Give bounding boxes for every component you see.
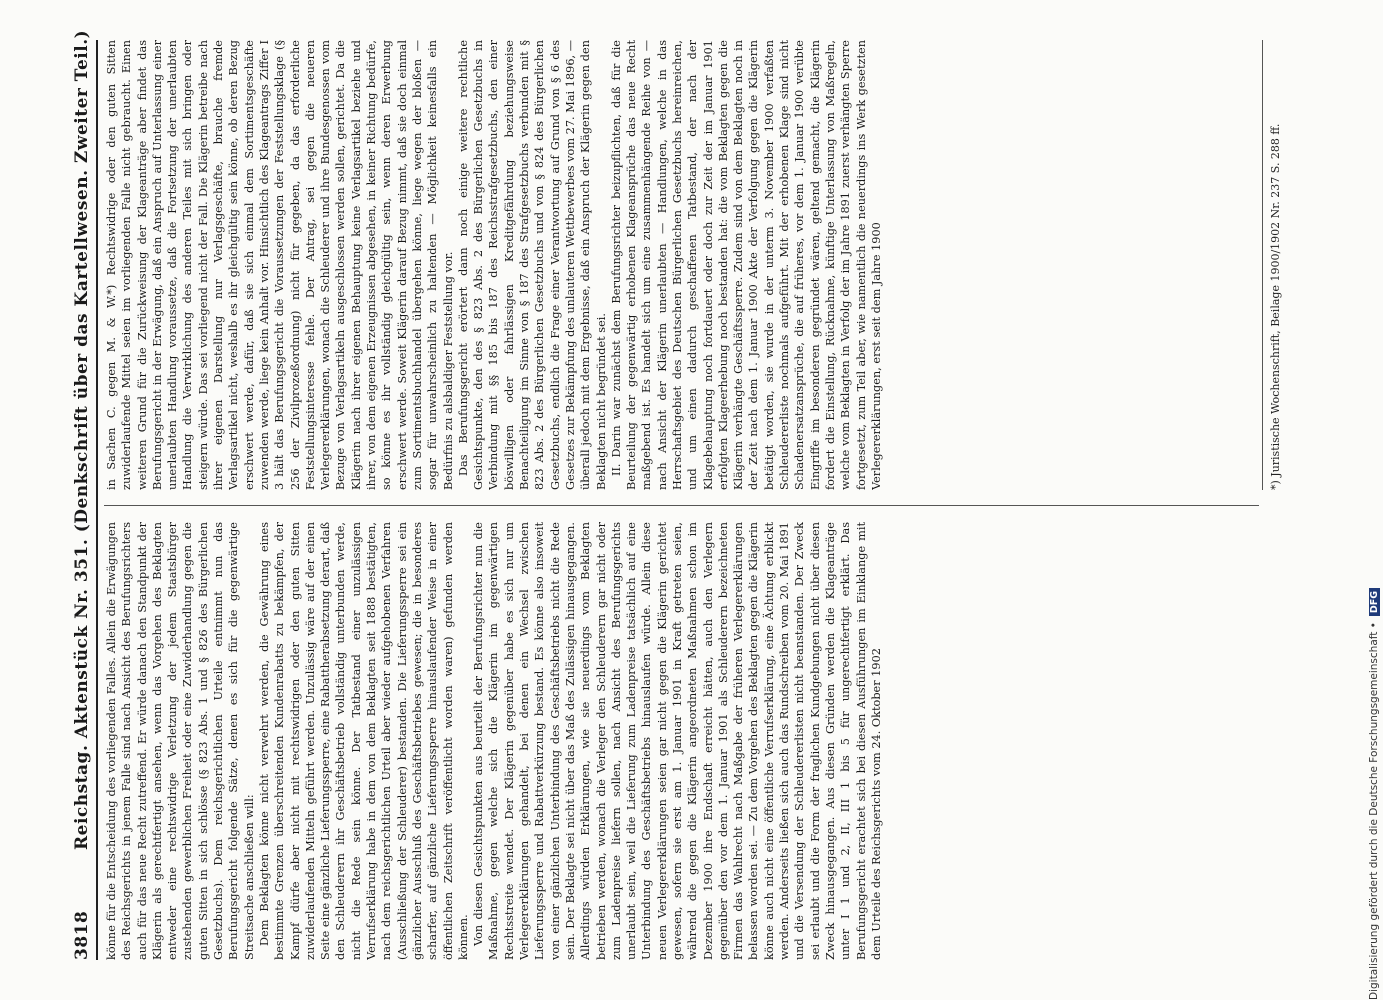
paragraph: in Sachen C. gegen M. & W.*) Rechtswidrige oder den guten Sitten zuwiderlaufende Mittel seien im vorliegenden Falle nicht gebraucht. Einen weiteren Grund für die Zurückweisung der Klageanträge aber findet das Berufungsgericht in der Erwägung, daß ein Anspruch auf Unterlassung einer unerlaubten Handlung voraussetze, daß die Fortsetzung der unerlaubten Handlung die Verwirklichung des anderen Teiles mit sich bringen oder steigern würde. Das sei vorliegend nicht der Fall. Die Klägerin betreibe nach ihrer eigenen Darstellung nur Verlagsgeschäfte, brauche fremde Verlagsartikel nicht, weshalb es ihr gleichgültig sein könne, ob deren Bezug erschwert werde, dafür, daß sie sich einmal dem Sortimentsgeschäfte zuwenden werde, liege kein Anhalt vor. Hinsichtlich des Klageantrags Ziffer I 3 hält das Berufungsgericht die Voraussetzungen der Feststellungsklage (§ 256 der Zivilprozeßordnung) nicht für gegeben, da das erforderliche Feststellungsinteresse fehle. Der Antrag, sei gegen die neueren Verlegererklärungen, wonach die Schleuderer und ihre Bundesgenossen vom Bezuge von Verlagsartikeln ausgeschlossen werden sollen, gerichtet. Da die Klägerin nach ihrer eigenen Behauptung keine Verlagsartikel beziehe und ihrer, von dem eigenen Erzeugnissen abgesehen, in keiner Richtung bedürfe, so könne es ihr vollständig gleichgültig sein, wenn deren Erwerbung erschwert werde. Soweit Klägerin darauf Bezug nimmt, daß sie doch einmal zum Sortimentsbuchhandel übergehen könne, liege wegen der bloßen — sogar für unwahrscheinlich zu haltenden — Möglichkeit keinesfalls ein Bedürfnis zu alsbaldiger Feststellung vor.	[105, 40, 455, 490]
dfg-logo: DFG	[1369, 588, 1380, 616]
paragraph: könne für die Entscheidung des vorliegenden Falles. Allein die Erwägungen des Reichsgerichts in jenem Falle sind nach Ansicht des Berufungsrichters auch für das neue Recht zutreffend. Er würde danach den Standpunkt der Klägerin als gerechtfertigt ansehen, wenn das Vorgehen des Beklagten entweder eine rechtswidrige Verletzung der jedem Staatsbürger zustehenden gewerblichen Freiheit oder eine Zuwiderhandlung gegen die guten Sitten in sich schlösse (§ 823 Abs. 1 und § 826 des Bürgerlichen Gesetzbuchs). Dem reichsgerichtlichen Urteile entnimmt nun das Berufungsgericht folgende Sätze, denen es sich für die gegenwärtige Streitsache anschließen will:	[105, 522, 256, 960]
page-header	[70, 29, 98, 960]
digitization-credit	[1368, 0, 1382, 1000]
paragraph: Dem Beklagten könne nicht verwehrt werden, die Gewährung eines bestimmte Grenzen überschreitenden Kundenrabatts zu bekämpfen, der Kampf dürfe aber nicht mit rechtswidrigen oder den guten Sitten zuwiderlaufenden Mitteln geführt werden. Unzulässig wäre auf der einen Seite eine gänzliche Lieferungssperre, eine Rabattherabsetzung derart, daß den Schleuderern ihr Geschäftsbetrieb vollständig unterbunden werde, nicht die Rede sein könne. Der Tatbestand einer unzulässigen Verrufserklärung habe in dem von dem Beklagten seit 1888 bestätigten, nach dem reichsgerichtlichen Urteil aber wieder aufgehobenen Verfahren (Ausschließung der Schleuderer) bestanden. Die Lieferungssperre sei ein gänzlicher Ausschluß des Geschäftsbetriebes gewesen; die in besonderes scharfer, auf gänzliche Lieferungssperre hinauslaufender Weise in einer öffentlichen Zeitschrift veröffentlicht worden waren) gefunden werden können.	[257, 522, 470, 960]
footnote: *) Juristische Wochenschrift, Beilage 1900/1902 Nr. 237 S. 288 ff.	[1262, 40, 1282, 490]
credit-text: Digitalisierung gefördert durch die Deutsche Forschungsgemeinschaft •	[1368, 622, 1380, 1000]
column-divider	[104, 505, 1259, 506]
text-column-left	[104, 522, 1259, 960]
paragraph: II. Darin war zunächst dem Berufungsrichter beizupflichten, daß für die Beurteilung der gegenwärtig erhobenen Klageansprüche das neue Recht maßgebend ist. Es handelt sich um eine zusammenhängende Reihe von — nach Ansicht der Klägerin unerlaubten — Handlungen, welche in das Herrschaftsgebiet des Deutschen Bürgerlichen Gesetzbuchs hereinreichen, und um einen dadurch geschaffenen Tatbestand, der nach der Klagebehauptung noch fortdauert oder doch zur Zeit der im Januar 1901 erfolgten Klageerhebung noch bestanden hat: die vom Beklagten gegen die Klägerin verhängte Geschäftssperre. Zudem sind von dem Beklagten noch in der Zeit nach dem 1. Januar 1900 Akte der Verfolgung gegen die Klägerin betätigt worden, sie wurde in der unterm 3. November 1900 verfaßten Schleudererliste nochmals aufgeführt. Mit der erhobenen Klage sind nicht Schadenersatzansprüche, die auf früheres, vor dem 1. Januar 1900 verübte Eingriffe im besonderen gegründet wären, geltend gemacht, die Klägerin fordert die Einstellung, Rücknahme, künftige Unterlassung von Maßregeln, welche vom Beklagten in Verfolg der im Jahre 1891 zuerst verhängten Sperre fortgesetzt, zum Teil aber, wie namentlich die neuerdings ins Werk gesetzten Verlegererklärungen, erst seit dem Jahre 1900	[609, 40, 883, 490]
running-title: Reichstag. Aktenstück Nr. 351. (Denkschrift über das Kartellwesen. Zweiter Teil.)	[72, 29, 92, 850]
paragraph: Das Berufungsgericht erörtert dann noch einige weitere rechtliche Gesichtspunkte, den des § 823 Abs. 2 des Bürgerlichen Gesetzbuchs in Verbindung mit §§ 185 bis 187 des Reichsstrafgesetzbuchs, den einer böswilligen oder fahrlässigen Kreditgefährdung beziehungsweise Benachteiligung im Sinne von § 187 des Strafgesetzbuchs verbunden mit § 823 Abs. 2 des Bürgerlichen Gesetzbuchs und von § 824 des Bürgerlichen Gesetzbuchs, endlich die Frage einer Verantwortung auf Grund von § 6 des Gesetzes zur Bekämpfung des unlauteren Wettbewerbes vom 27. Mai 1896, — überall jedoch mit dem Ergebnisse, daß ein Anspruch der Klägerin gegen den Beklagten nicht begründet sei.	[456, 40, 608, 490]
page-number: 3818	[72, 910, 92, 960]
text-column-right	[104, 40, 1259, 490]
paragraph: Von diesen Gesichtspunkten aus beurteilt der Berufungsrichter nun die Maßnahme, gegen welche sich die Klägerin im gegenwärtigen Rechtsstreite wendet. Der Klägerin gegenüber habe es sich nur um Verlegererklärungen gehandelt, bei denen ein Wechsel zwischen Lieferungssperre und Rabattverkürzung bestand. Es könne also insoweit von einer gänzlichen Unterbindung des Geschäftsbetriebs nicht die Rede sein. Der Beklagte sei nicht über das Maß des Zulässigen hinausgegangen. Allerdings würden Erklärungen, wie sie neuerdings vom Beklagten betrieben werden, wonach die Verleger den Schleuderern gar nicht oder zum Ladenpreise liefern sollen, nach Ansicht des Berufungsgerichts unerlaubt sein, weil die Lieferung zum Ladenpreise tatsächlich auf eine Unterbindung des Geschäftsbetriebs hinauslaufen würde. Allein diese neuen Verlegererklärungen seien gar nicht gegen die Klägerin gerichtet gewesen, sofern sie erst am 1. Januar 1901 in Kraft getreten seien, während die gegen die Klägerin angeordneten Maßnahmen schon im Dezember 1900 ihre Endschaft erreicht hätten, auch den Verlegern gegenüber den vor dem 1. Januar 1901 als Schleuderern bezeichneten Firmen das Wahlrecht nach Maßgabe der früheren Verlegererklärungen belassen worden sei. — Zu dem Vorgehen des Beklagten gegen die Klägerin könne auch nicht eine öffentliche Verrufserklärung, eine Ächtung erblickt werden. Anderseits ließen sich auch das Rundschreiben vom 20. Mai 1891 und die Versendung der Schleudererlisten nicht beanstanden. Der Zweck sei erlaubt und die Form der fraglichen Kundgebungen nicht über diesen Zweck hinausgegangen. Aus diesen Gründen werden die Klageanträge unter I 1 und 2, II, III 1 bis 5 für ungerechtfertigt erklärt. Das Berufungsgericht erachtet sich bei diesen Ausführungen im Einklange mit dem Urteile des Reichsgerichts vom 24. Oktober 1902	[472, 522, 883, 960]
